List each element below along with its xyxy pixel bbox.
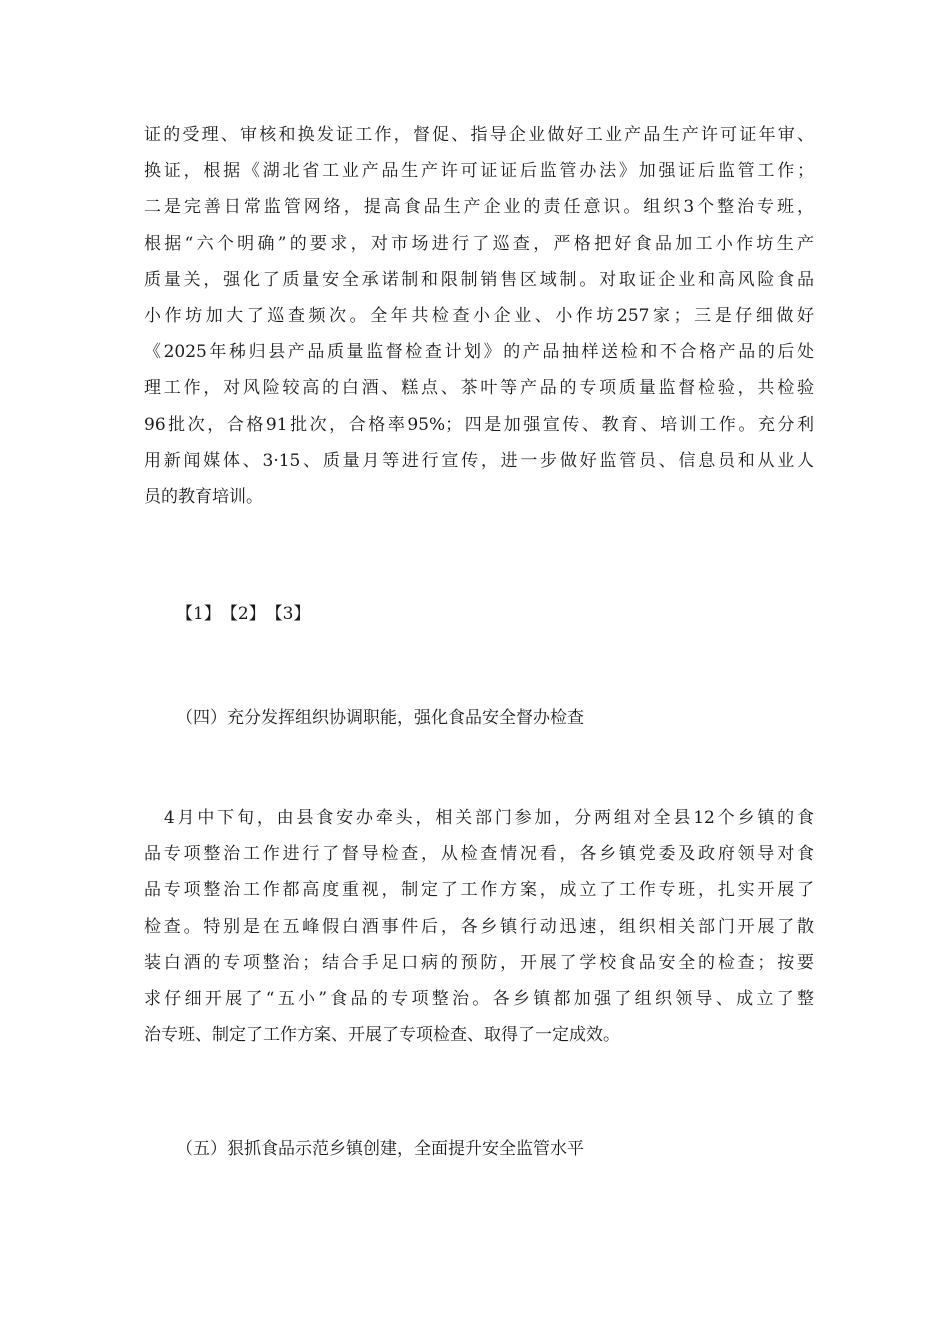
- text-line: 《2025年秭归县产品质量监督检查计划》的产品抽样送检和不合格产品的后处: [144, 342, 814, 363]
- text-line: 员的教育培训。: [144, 486, 263, 507]
- text-line: 求仔细开展了“五小”食品的专项整治。各乡镇都加强了组织领导、成立了整: [144, 988, 814, 1009]
- text-line: 质量关，强化了质量安全承诺制和限制销售区域制。对取证企业和高风险食品: [144, 269, 814, 290]
- text-line: 证的受理、审核和换发证工作，督促、指导企业做好工业产品生产许可证年审、: [144, 125, 814, 145]
- section-heading-5: [176, 1131, 796, 1167]
- text-line: 二是完善日常监管网络，提高食品生产企业的责任意识。组织3个整治专班，: [144, 197, 814, 218]
- heading-text: （五）狠抓食品示范乡镇创建，全面提升安全监管水平: [176, 1139, 584, 1159]
- text-line: 品专项整治工作进行了督导检查，从检查情况看，各乡镇党委及政府领导对食: [144, 844, 814, 865]
- text-line: 换证，根据《湖北省工业产品生产许可证证后监管办法》加强证后监管工作；: [144, 161, 814, 182]
- text-line: 96批次，合格91批次，合格率95%；四是加强宣传、教育、培训工作。充分利: [144, 414, 814, 435]
- paragraph-inspection: [144, 800, 814, 1053]
- text-line: 检查。特别是在五峰假白酒事件后，各乡镇行动迅速，组织相关部门开展了散: [144, 916, 814, 937]
- text-line: 4月中下旬，由县食安办牵头，相关部门参加，分两组对全县12个乡镇的食: [144, 808, 814, 828]
- heading-text: （四）充分发挥组织协调职能，强化食品安全督办检查: [176, 708, 584, 728]
- page-navigation: [176, 596, 476, 632]
- page-link-2[interactable]: 【2】: [220, 604, 266, 624]
- section-heading-4: [176, 700, 796, 736]
- text-line: 理工作，对风险较高的白酒、糕点、茶叶等产品的专项质量监督检验，共检验: [144, 378, 814, 399]
- text-line: 装白酒的专项整治；结合手足口病的预防，开展了学校食品安全的检查；按要: [144, 952, 814, 973]
- page-link-1[interactable]: 【1】: [176, 604, 221, 624]
- text-line: 品专项整治工作都高度重视，制定了工作方案，成立了工作专班，扎实开展了: [144, 880, 814, 901]
- text-line: 用新闻媒体、3·15、质量月等进行宣传，进一步做好监管员、信息员和从业人: [144, 450, 814, 471]
- text-line: 根据“六个明确”的要求，对市场进行了巡查，严格把好食品加工小作坊生产: [144, 233, 814, 254]
- text-line: 治专班、制定了工作方案、开展了专项检查、取得了一定成效。: [144, 1025, 620, 1046]
- text-line: 小作坊加大了巡查频次。全年共检查小企业、小作坊257家；三是仔细做好: [144, 305, 814, 326]
- paragraph-food-production-supervision: [144, 117, 814, 515]
- page-link-3[interactable]: 【3】: [265, 604, 311, 624]
